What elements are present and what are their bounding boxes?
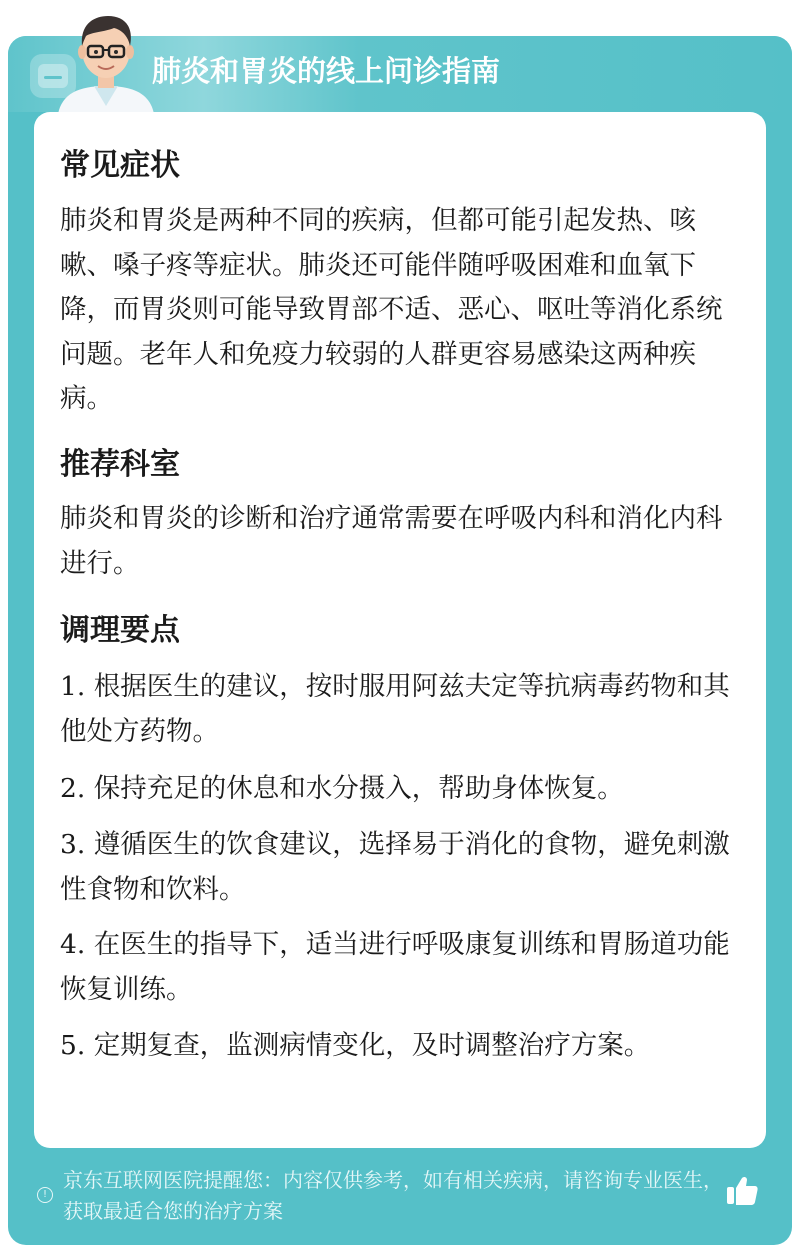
list-item-number: 5.: [60, 1030, 86, 1061]
list-item-text: 保持充足的休息和水分摄入，帮助身体恢复。: [93, 773, 624, 804]
info-circle-icon: !: [37, 1187, 53, 1203]
thumbs-up-icon[interactable]: [724, 1172, 760, 1208]
list-item-number: 1.: [60, 671, 86, 702]
footer-disclaimer: 京东互联网医院提醒您：内容仅供参考，如有相关疾病，请咨询专业医生，获取最适合您的治疗方案: [63, 1168, 723, 1223]
list-item-text: 根据医生的建议，按时服用阿兹夫定等抗病毒药物和其他处方药物。: [60, 671, 730, 747]
list-item: [60, 767, 736, 812]
page-title: 肺炎和胃炎的线上问诊指南: [152, 54, 501, 88]
list-item-number: 4.: [60, 929, 86, 960]
symptoms-paragraph: 肺炎和胃炎是两种不同的疾病，但都可能引起发热、咳嗽、嗓子疼等症状。肺炎还可能伴随呼吸困难和血氧下降，而胃炎则可能导致胃部不适、恶心、呕吐等消化系统问题。老年人和免疫力较弱的人群更容易感染这两种疾病。: [60, 205, 723, 414]
list-item-number: 3.: [60, 829, 86, 860]
list-item-number: 2.: [60, 773, 86, 804]
list-item: [60, 923, 736, 1012]
list-item: [60, 665, 736, 754]
list-item: [60, 823, 736, 912]
section-heading-care: 调理要点: [60, 613, 180, 648]
department-paragraph: 肺炎和胃炎的诊断和治疗通常需要在呼吸内科和消化内科进行。: [60, 503, 723, 579]
doctor-avatar: [44, 6, 168, 114]
list-item-text: 遵循医生的饮食建议，选择易于消化的食物，避免刺激性食物和饮料。: [60, 829, 730, 905]
list-item: [60, 1024, 736, 1069]
list-item-text: 在医生的指导下，适当进行呼吸康复训练和胃肠道功能恢复训练。: [60, 929, 730, 1005]
section-heading-department: 推荐科室: [60, 447, 180, 482]
section-heading-symptoms: 常见症状: [60, 148, 180, 183]
list-item-text: 定期复查，监测病情变化，及时调整治疗方案。: [93, 1030, 651, 1061]
